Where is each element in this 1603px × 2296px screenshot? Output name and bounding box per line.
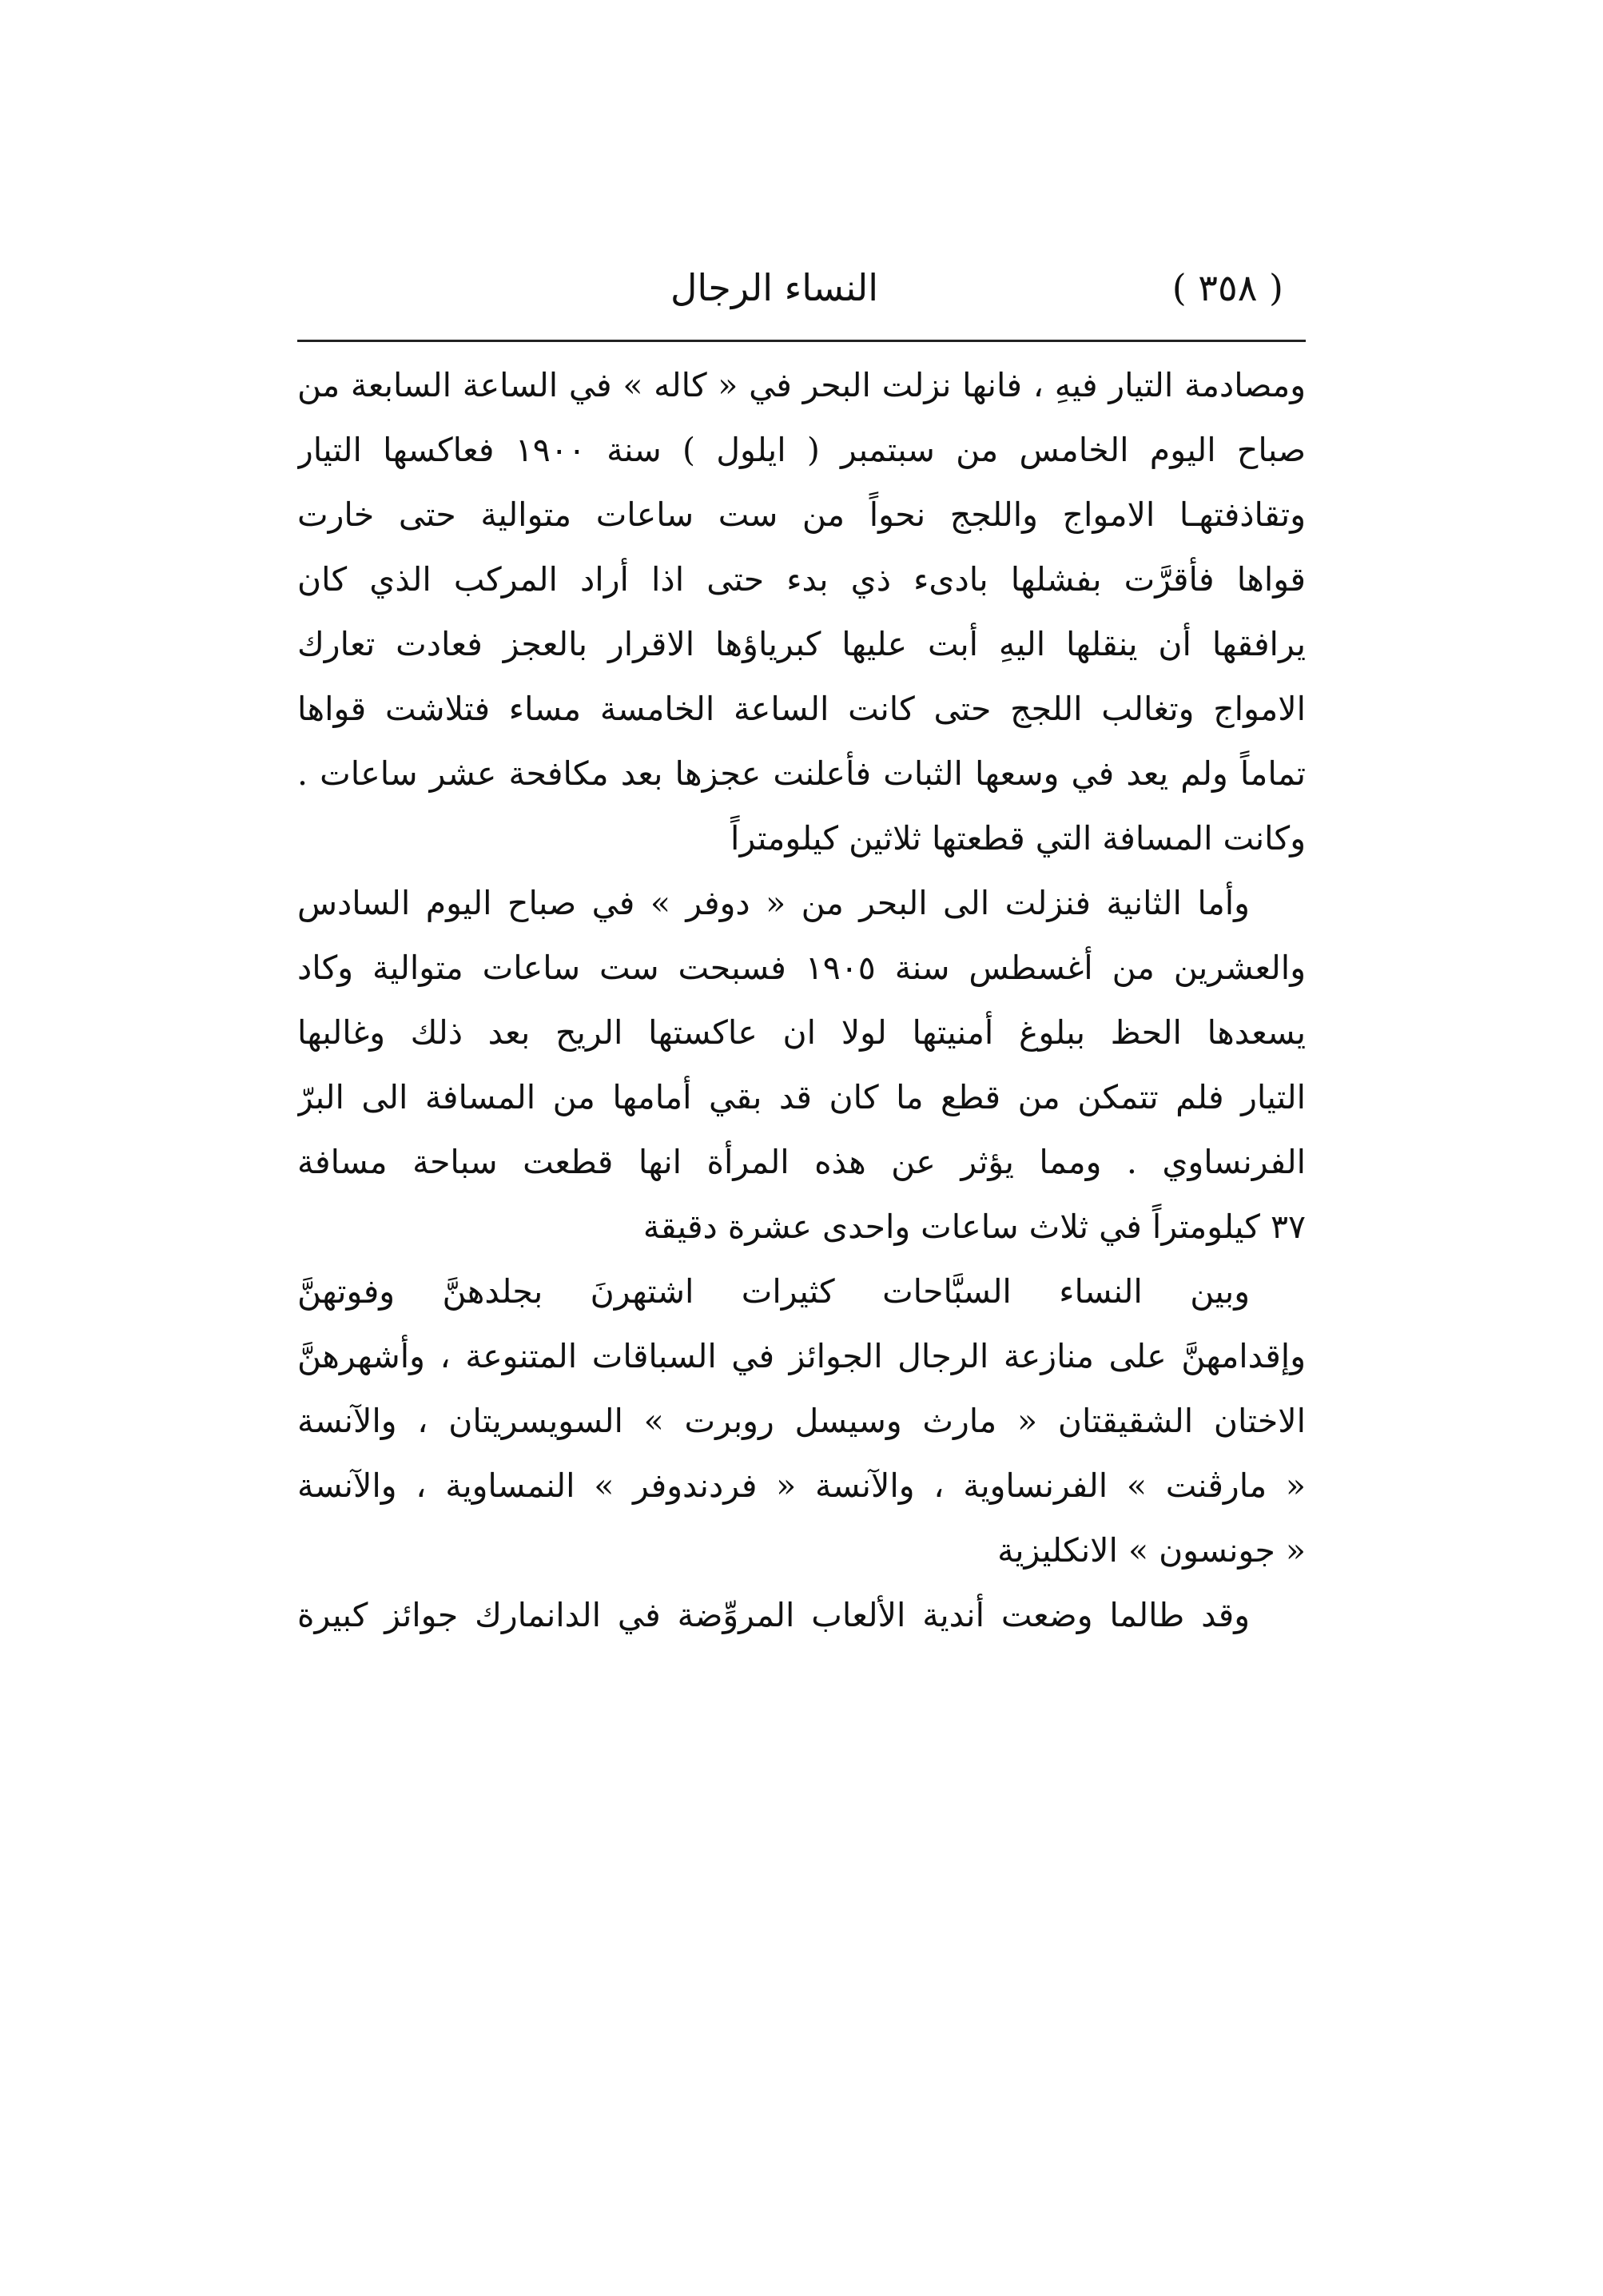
- text-line: وكانت المسافة التي قطعتها ثلاثين كيلومتراً: [730, 819, 1306, 858]
- text-line: وتقاذفتهـا الامواج واللجج نحواً من ست ساعات متوالية حتى خارت: [297, 495, 1306, 534]
- text-line: وإقدامهنَّ على منازعة الرجال الجوائز في السباقات المتنوعة ، وأشهرهنَّ: [297, 1337, 1306, 1375]
- text-line: وقد طالما وضعت أندية الألعاب المروِّضة في الدانمارك جوائز كبيرة: [297, 1596, 1250, 1634]
- text-line: قواها فأقرَّت بفشلها بادىء ذي بدء حتى اذا أراد المركب الذي كان: [297, 560, 1306, 599]
- text-line: الاختان الشقيقتان « مارث وسيسل روبرت » السويسريتان ، والآنسة: [297, 1402, 1306, 1440]
- text-line: والعشرين من أغسطس سنة ١٩٠٥ فسبحت ست ساعات متوالية وكاد: [297, 949, 1306, 987]
- page-number: ( ٣٥٨ ): [1171, 266, 1283, 309]
- text-line: يسعدها الحظ ببلوغ أمنيتها لولا ان عاكستها الريح بعد ذلك وغالبها: [297, 1013, 1306, 1052]
- text-line: ومصادمة التيار فيهِ ، فانها نزلت البحر في « كاله » في الساعة السابعة من: [297, 366, 1306, 404]
- text-line: يرافقها أن ينقلها اليهِ أبت عليها كبرياؤها الاقرار بالعجز فعادت تعارك: [297, 625, 1306, 663]
- text-line: الفرنساوي . ومما يؤثر عن هذه المرأة انها قطعت سباحة مسافة: [297, 1143, 1306, 1181]
- header-rule: [297, 340, 1306, 342]
- text-line: « جونسون » الانكليزية: [997, 1531, 1306, 1570]
- text-line: ٣٧ كيلومتراً في ثلاث ساعات واحدى عشرة دقيقة: [642, 1208, 1306, 1246]
- text-line: تماماً ولم يعد في وسعها الثبات فأعلنت عجزها بعد مكافحة عشر ساعات .: [297, 754, 1306, 793]
- running-title: النساء الرجال: [670, 266, 878, 309]
- text-line: الامواج وتغالب اللجج حتى كانت الساعة الخامسة مساء فتلاشت قواها: [297, 690, 1306, 728]
- text-line: وبين النساء السبَّاحات كثيرات اشتهرنَ بجلدهنَّ وفوتهنَّ: [297, 1272, 1250, 1311]
- text-line: « مارڤنت » الفرنساوية ، والآنسة « فردندوفر » النمساوية ، والآنسة: [297, 1466, 1306, 1505]
- text-line: وأما الثانية فنزلت الى البحر من « دوفر » في صباح اليوم السادس: [297, 884, 1250, 922]
- body-text: [297, 353, 1306, 2047]
- page-header: [297, 254, 1306, 326]
- text-line: صباح اليوم الخامس من سبتمبر ( ايلول ) سنة ١٩٠٠ فعاكسها التيار: [297, 431, 1306, 469]
- text-line: التيار فلم تتمكن من قطع ما كان قد بقي أمامها من المسافة الى البرّ: [297, 1078, 1306, 1116]
